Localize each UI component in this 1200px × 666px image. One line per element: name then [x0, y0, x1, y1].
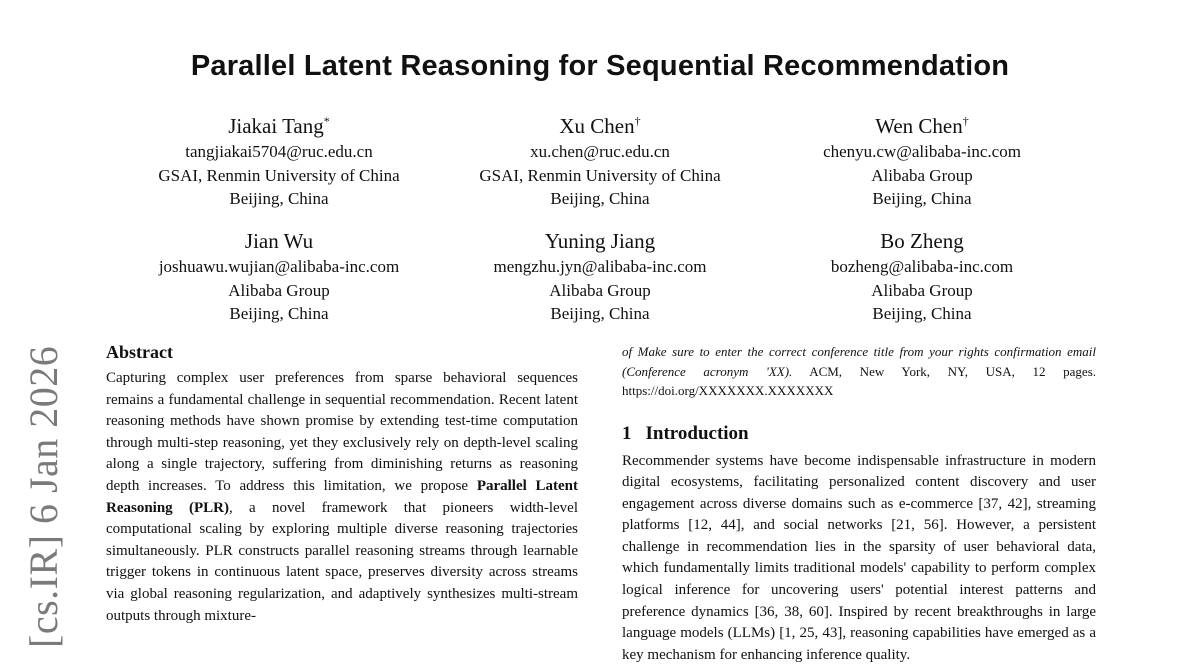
author-card [114, 227, 444, 326]
method-name: Parallel Latent Reasoning (PLR) [106, 478, 578, 516]
author-affiliation: Alibaba Group [114, 279, 444, 303]
abstract-heading: Abstract [106, 340, 578, 364]
arxiv-stamp: [cs.IR] 6 Jan 2026 [20, 346, 67, 648]
author-email[interactable]: bozheng@alibaba-inc.com [757, 255, 1087, 279]
author-card [757, 227, 1087, 326]
author-affiliation: Alibaba Group [757, 279, 1087, 303]
paper-title: Parallel Latent Reasoning for Sequential Recommendation [0, 50, 1200, 83]
doi-link[interactable]: ACM, New York, NY, USA, 12 pages. https://doi.org/XXXXXXX.XXXXXXX [622, 364, 1096, 399]
reference-format-note: of Make sure to enter the correct conference title from your rights confirmation email (Conference acronym 'XX). ACM, New York, NY, USA, 12 pages. https://doi.org/XXXXXXX.XXXXXXX [622, 342, 1096, 401]
author-location: Beijing, China [757, 187, 1087, 211]
author-affiliation: GSAI, Renmin University of China [114, 164, 444, 188]
author-location: Beijing, China [757, 302, 1087, 326]
author-email[interactable]: mengzhu.jyn@alibaba-inc.com [435, 255, 765, 279]
author-card [757, 112, 1087, 211]
introduction-heading: 1 Introduction [622, 421, 1096, 447]
author-name: Wen Chen† [757, 112, 1087, 140]
author-affiliation: Alibaba Group [435, 279, 765, 303]
author-email[interactable]: tangjiakai5704@ruc.edu.cn [114, 140, 444, 164]
author-email[interactable]: xu.chen@ruc.edu.cn [435, 140, 765, 164]
author-email[interactable]: joshuawu.wujian@alibaba-inc.com [114, 255, 444, 279]
author-email[interactable]: chenyu.cw@alibaba-inc.com [757, 140, 1087, 164]
author-card [114, 112, 444, 211]
right-column [622, 342, 1096, 666]
abstract-text: Capturing complex user preferences from sparse behavioral sequences remains a fundamental challenge in sequential recommendation. Recent latent reasoning methods have shown promise by extending test-time computation through multi-step reasoning, yet they exclusively rely on depth-level scaling along a single trajectory, suffering from diminishing returns as reasoning depth increases. To address this limitation, we propose Parallel Latent Reasoning (PLR), a novel framework that pioneers width-level computational scaling by exploring multiple diverse reasoning trajectories simultaneously. PLR constructs parallel reasoning streams through learnable trigger tokens in continuous latent space, preserves diversity across streams via global reasoning regularization, and adaptively synthesizes multi-stream outputs through mixture- [106, 368, 578, 627]
abstract-section [106, 340, 578, 627]
author-name: Jian Wu [114, 227, 444, 255]
author-name: Yuning Jiang [435, 227, 765, 255]
author-location: Beijing, China [435, 187, 765, 211]
introduction-text: Recommender systems have become indispensable infrastructure in modern digital ecosystems, facilitating personalized content discovery and user engagement across diverse domains such as e-commerce [37, 42], streaming platforms [12, 44], and social networks [21, 56]. However, a persistent challenge in recommendation lies in the sparsity of user behavioral data, which fundamentally limits traditional models' capability to perform complex logical inference for uncovering users' potential interest patterns and preference dynamics [36, 38, 60]. Inspired by recent breakthroughs in large language models (LLMs) [1, 25, 43], reasoning capabilities have emerged as a key mechanism for enhancing inference quality. [622, 451, 1096, 666]
author-name: Jiakai Tang* [114, 112, 444, 140]
author-card [435, 112, 765, 211]
author-name: Bo Zheng [757, 227, 1087, 255]
author-location: Beijing, China [435, 302, 765, 326]
author-card [435, 227, 765, 326]
author-location: Beijing, China [114, 187, 444, 211]
author-affiliation: Alibaba Group [757, 164, 1087, 188]
author-affiliation: GSAI, Renmin University of China [435, 164, 765, 188]
author-location: Beijing, China [114, 302, 444, 326]
author-name: Xu Chen† [435, 112, 765, 140]
